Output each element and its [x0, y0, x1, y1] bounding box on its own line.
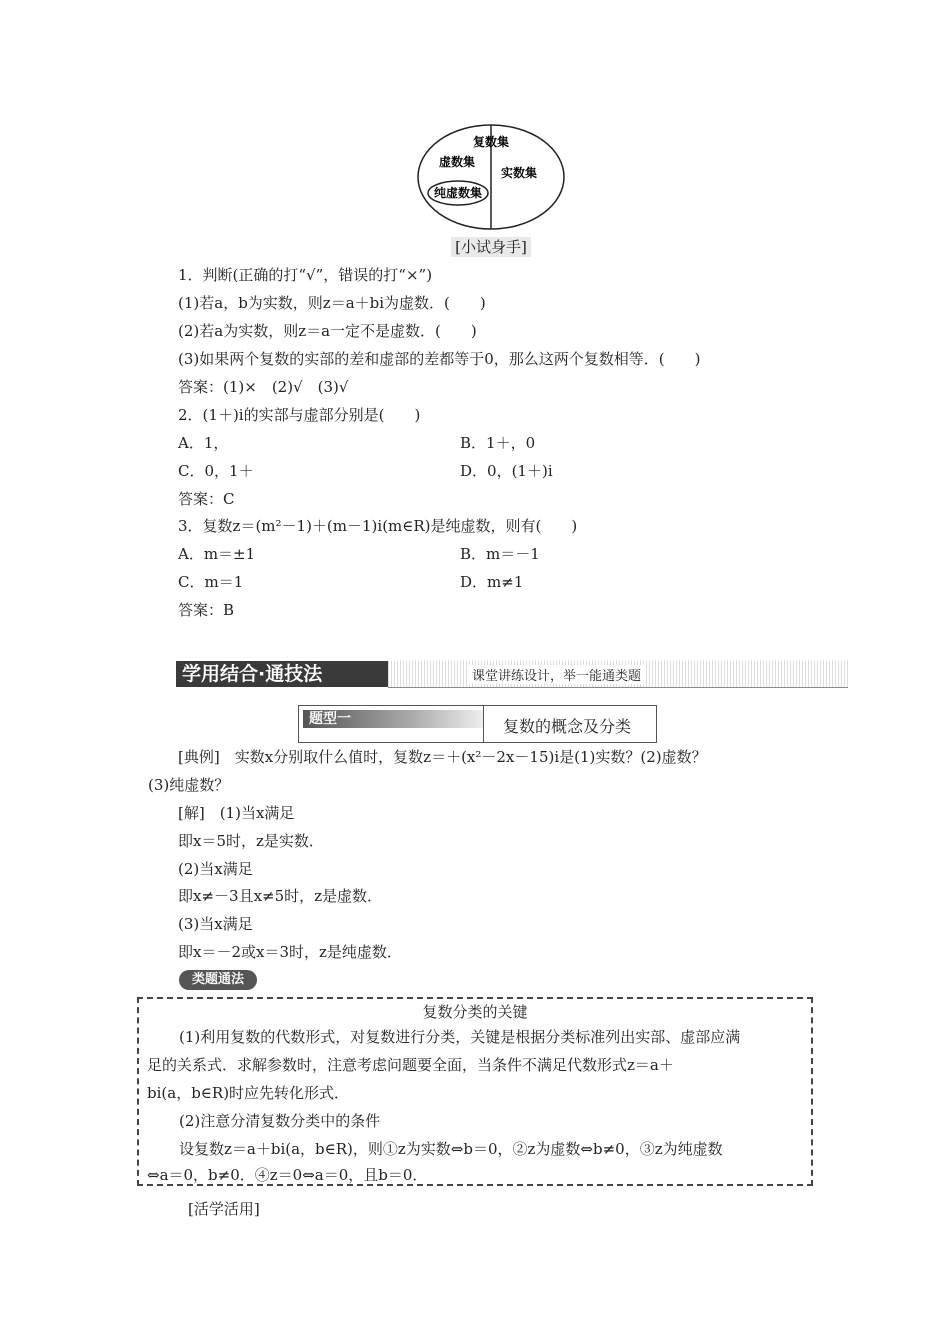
- q2-option-a: A．1，: [178, 434, 229, 452]
- example-line-1: [典例] 实数x分别取什么值时，复数z＝＋(x²－2x－15)i是(1)实数？(2)虚数？: [178, 748, 707, 766]
- summary-line-5: 设复数z＝a＋bi(a，b∈R)，则①z为实数⇔b＝0，②z为虚数⇔b≠0，③z为纯虚数: [179, 1140, 723, 1158]
- q3-option-c: C．m＝1: [178, 573, 244, 591]
- q3-option-b: B．m＝－1: [460, 545, 540, 563]
- method-badge: 类题通法: [179, 970, 257, 990]
- summary-line-3: bi(a，b∈R)时应先转化形式．: [147, 1084, 350, 1102]
- q2-option-d: D．0，(1＋)i: [460, 462, 553, 480]
- solution-line-5: (3)当x满足: [178, 915, 253, 933]
- q2-stem: 2．(1＋)i的实部与虚部分别是( ): [178, 406, 421, 424]
- solution-line-3: (2)当x满足: [178, 860, 253, 878]
- q2-option-b: B．1＋，0: [460, 434, 536, 452]
- section-practice: [活学活用]: [188, 1200, 260, 1218]
- banner-title: 学用结合·通技法: [176, 661, 388, 687]
- summary-line-6: ⇔a＝0，b≠0．④z＝0⇔a＝0，且b＝0．: [147, 1166, 428, 1184]
- solution-line-1: [解] (1)当x满足: [178, 804, 295, 822]
- question-type-title: 复数的概念及分类: [503, 717, 632, 736]
- q2-answer: 答案：C: [178, 490, 235, 508]
- q3-answer: 答案：B: [178, 601, 235, 619]
- imaginary-set-label: 虚数集: [439, 155, 476, 169]
- q1-stem: 1．判断(正确的打“√”，错误的打“×”): [178, 266, 433, 284]
- q1-item-2: (2)若a为实数，则z＝a一定不是虚数．( ): [178, 322, 477, 340]
- complex-number-venn-diagram: [415, 122, 567, 232]
- summary-line-1: (1)利用复数的代数形式，对复数进行分类，关键是根据分类标准列出实部、虚部应满: [179, 1028, 741, 1046]
- section-try-it: [小试身手]: [451, 237, 531, 257]
- q1-answer: 答案：(1)× (2)√ (3)√: [178, 378, 349, 396]
- summary-line-4: (2)注意分清复数分类中的条件: [179, 1112, 381, 1130]
- summary-box: [137, 997, 813, 1186]
- real-set-label: 实数集: [501, 166, 538, 180]
- q3-option-d: D．m≠1: [460, 573, 524, 591]
- question-type-box: [298, 705, 657, 743]
- example-line-2: (3)纯虚数？: [148, 776, 230, 794]
- solution-line-4: 即x≠－3且x≠5时，z是虚数．: [178, 887, 383, 905]
- complex-set-label: 复数集: [473, 135, 510, 149]
- banner-subtitle: 课堂讲练设计，举一能通类题: [468, 665, 645, 684]
- question-type-label: 题型一: [303, 710, 483, 728]
- question-type-divider: [483, 706, 484, 742]
- solution-line-2: 即x＝5时，z是实数．: [178, 832, 324, 850]
- pure-imaginary-set-label: 纯虚数集: [434, 186, 483, 200]
- summary-line-2: 足的关系式．求解参数时，注意考虑问题要全面，当条件不满足代数形式z＝a＋: [147, 1056, 674, 1074]
- section-banner: [176, 661, 848, 689]
- q2-option-c: C．0，1＋: [178, 462, 254, 480]
- q1-item-3: (3)如果两个复数的实部的差和虚部的差都等于0，那么这两个复数相等．( ): [178, 350, 701, 368]
- q1-item-1: (1)若a，b为实数，则z＝a＋bi为虚数．( ): [178, 294, 486, 312]
- q3-option-a: A．m＝±1: [178, 545, 256, 563]
- summary-title: 复数分类的关键: [422, 1003, 528, 1021]
- solution-line-6: 即x＝－2或x＝3时，z是纯虚数．: [178, 943, 402, 961]
- banner-subtitle-bar: [388, 661, 848, 688]
- q3-stem: 3．复数z＝(m²－1)＋(m－1)i(m∈R)是纯虚数，则有( ): [178, 517, 578, 535]
